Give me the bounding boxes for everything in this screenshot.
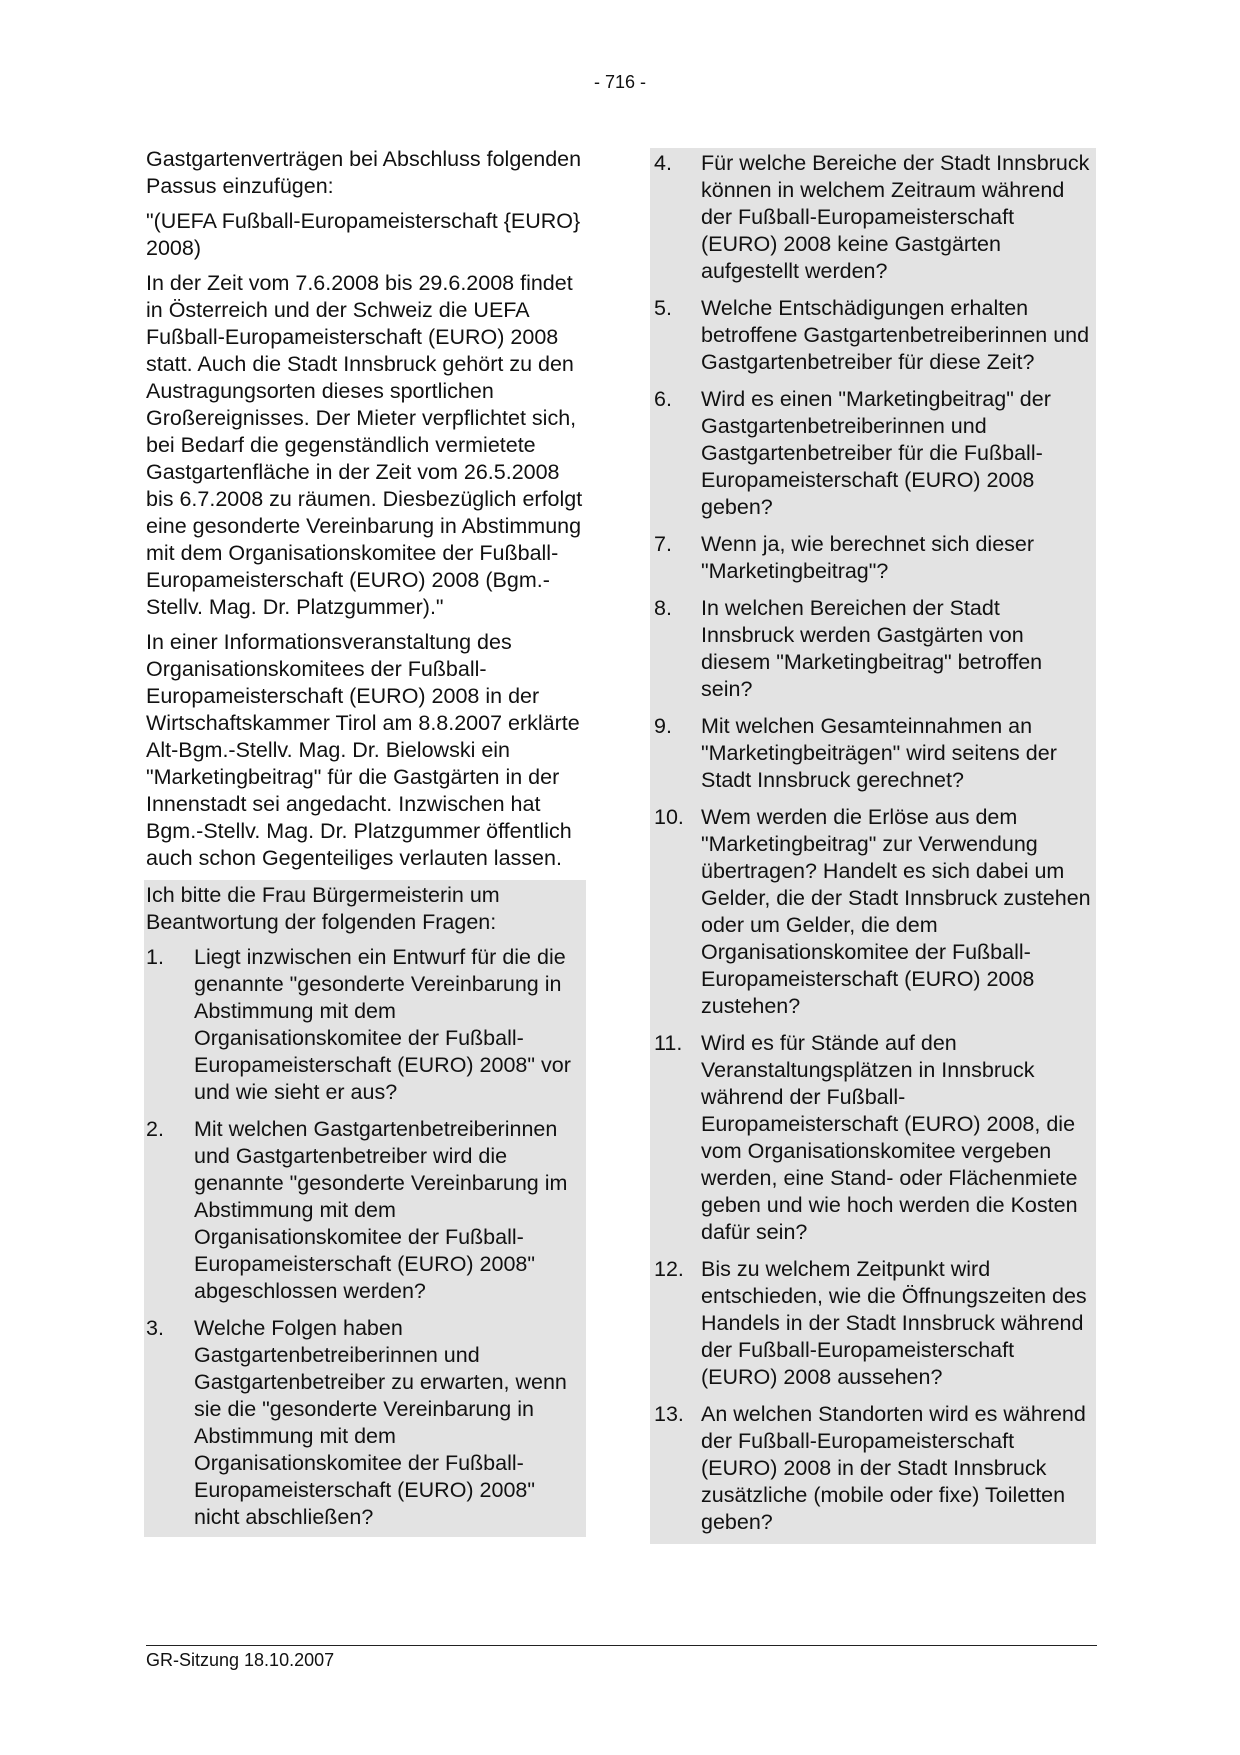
question-item	[654, 1256, 1096, 1391]
right-column	[654, 148, 1096, 1544]
paragraph: In einer Informationsveranstaltung des Organisationskomitees der Fußball-Europameisterschaft (EURO) 2008 in der Wirtschaftskammer Tirol am 8.8.2007 erklärte Alt-Bgm.-Stellv. Mag. Dr. Bielowski ein "Marketingbeitrag" für die Gastgärten in der Innenstadt sei angedacht. Inzwischen hat Bgm.-Stellv. Mag. Dr. Platzgummer öffentlich auch schon Gegenteiliges verlauten lassen.	[146, 630, 580, 870]
question-number: 2.	[146, 1117, 164, 1141]
question-text: Welche Entschädigungen erhalten betroffene Gastgartenbetreiberinnen und Gastgartenbetreiber für diese Zeit?	[701, 296, 1090, 374]
question-number: 11.	[654, 1031, 683, 1055]
question-item	[146, 944, 586, 1106]
paragraph: "(UEFA Fußball-Europameisterschaft {EURO} 2008)	[146, 209, 581, 260]
questions-box-left	[144, 880, 586, 1537]
question-number: 4.	[654, 151, 672, 175]
question-text: Wem werden die Erlöse aus dem "Marketingbeitrag" zur Verwendung übertragen? Handelt es sich dabei um Gelder, die der Stadt Innsbruck zustehen oder um Gelder, die dem Organisationskomitee der Fußball-Europameisterschaft (EURO) 2008 zustehen?	[701, 805, 1091, 1018]
question-text: Liegt inzwischen ein Entwurf für die die genannte "gesonderte Vereinbarung in Abstimmung mit dem Organisationskomitee der Fußball-Europameisterschaft (EURO) 2008" vor und wie sieht er aus?	[194, 945, 571, 1104]
question-item	[654, 713, 1096, 794]
question-item	[654, 531, 1096, 585]
question-text: Wenn ja, wie berechnet sich dieser "Marketingbeitrag"?	[701, 532, 1035, 583]
footer-divider	[146, 1645, 1097, 1646]
question-number: 1.	[146, 945, 164, 969]
question-text: In welchen Bereichen der Stadt Innsbruck werden Gastgärten von diesem "Marketingbeitrag" betroffen sein?	[701, 596, 1043, 701]
request-paragraph: Ich bitte die Frau Bürgermeisterin um Beantwortung der folgenden Fragen:	[146, 883, 500, 934]
question-number: 13.	[654, 1402, 684, 1426]
question-list	[654, 150, 1096, 1536]
question-text: Mit welchen Gastgartenbetreiberinnen und Gastgartenbetreiber wird die genannte "gesonderte Vereinbarung im Abstimmung mit dem Organisationskomitee der Fußball-Europameisterschaft (EURO) 2008" abgeschlossen werden?	[194, 1117, 568, 1303]
question-text: Wird es einen "Marketingbeitrag" der Gastgartenbetreiberinnen und Gastgartenbetreiber für die Fußball-Europameisterschaft (EURO) 2008 geben?	[701, 387, 1051, 519]
question-number: 10.	[654, 805, 684, 829]
paragraph: In der Zeit vom 7.6.2008 bis 29.6.2008 findet in Österreich und der Schweiz die UEFA Fußball-Europameisterschaft (EURO) 2008 statt. Auch die Stadt Innsbruck gehört zu den Austragungsorten dieses sportlichen Großereignisses. Der Mieter verpflichtet sich, bei Bedarf die gegenständlich vermietete Gastgartenfläche in der Zeit vom 26.5.2008 bis 6.7.2008 zu räumen. Diesbezüglich erfolgt eine gesonderte Vereinbarung in Abstimmung mit dem Organisationskomitee der Fußball-Europameisterschaft (EURO) 2008 (Bgm.-Stellv. Mag. Dr. Platzgummer)."	[146, 271, 583, 619]
question-number: 3.	[146, 1316, 164, 1340]
question-item	[654, 1030, 1096, 1246]
question-text: Welche Folgen haben Gastgartenbetreiberinnen und Gastgartenbetreiber zu erwarten, wenn sie die "gesonderte Vereinbarung in Abstimmung mit dem Organisationskomitee der Fußball-Europameisterschaft (EURO) 2008" nicht abschließen?	[194, 1316, 567, 1529]
question-text: Für welche Bereiche der Stadt Innsbruck können in welchem Zeitraum während der Fußball-Europameisterschaft (EURO) 2008 keine Gastgärten aufgestellt werden?	[701, 151, 1090, 283]
question-list	[146, 944, 586, 1531]
questions-box-right	[650, 148, 1096, 1544]
question-item	[146, 1315, 586, 1531]
question-item	[654, 1401, 1096, 1536]
question-number: 5.	[654, 296, 672, 320]
question-item	[654, 804, 1096, 1020]
question-item	[654, 295, 1096, 376]
question-item	[654, 595, 1096, 703]
question-number: 7.	[654, 532, 672, 556]
question-item	[146, 1116, 586, 1305]
question-text: Wird es für Stände auf den Veranstaltungsplätzen in Innsbruck während der Fußball-Europameisterschaft (EURO) 2008, die vom Organisationskomitee vergeben werden, eine Stand- oder Flächenmiete geben und wie hoch werden die Kosten dafür sein?	[701, 1031, 1078, 1244]
question-number: 8.	[654, 596, 672, 620]
question-text: An welchen Standorten wird es während der Fußball-Europameisterschaft (EURO) 2008 in der Stadt Innsbruck zusätzliche (mobile oder fixe) Toiletten geben?	[701, 1402, 1086, 1534]
question-number: 9.	[654, 714, 672, 738]
question-item	[654, 150, 1096, 285]
paragraph: Gastgartenverträgen bei Abschluss folgenden Passus einzufügen:	[146, 147, 582, 198]
question-text: Bis zu welchem Zeitpunkt wird entschieden, wie die Öffnungszeiten des Handels in der Stadt Innsbruck während der Fußball-Europameisterschaft (EURO) 2008 aussehen?	[701, 1257, 1087, 1389]
question-text: Mit welchen Gesamteinnahmen an "Marketingbeiträgen" wird seitens der Stadt Innsbruck gerechnet?	[701, 714, 1057, 792]
question-number: 6.	[654, 387, 672, 411]
left-column	[146, 146, 586, 1537]
question-item	[654, 386, 1096, 521]
question-number: 12.	[654, 1257, 684, 1281]
page-number: - 716 -	[593, 72, 647, 92]
footer-text: GR-Sitzung 18.10.2007	[146, 1650, 335, 1670]
